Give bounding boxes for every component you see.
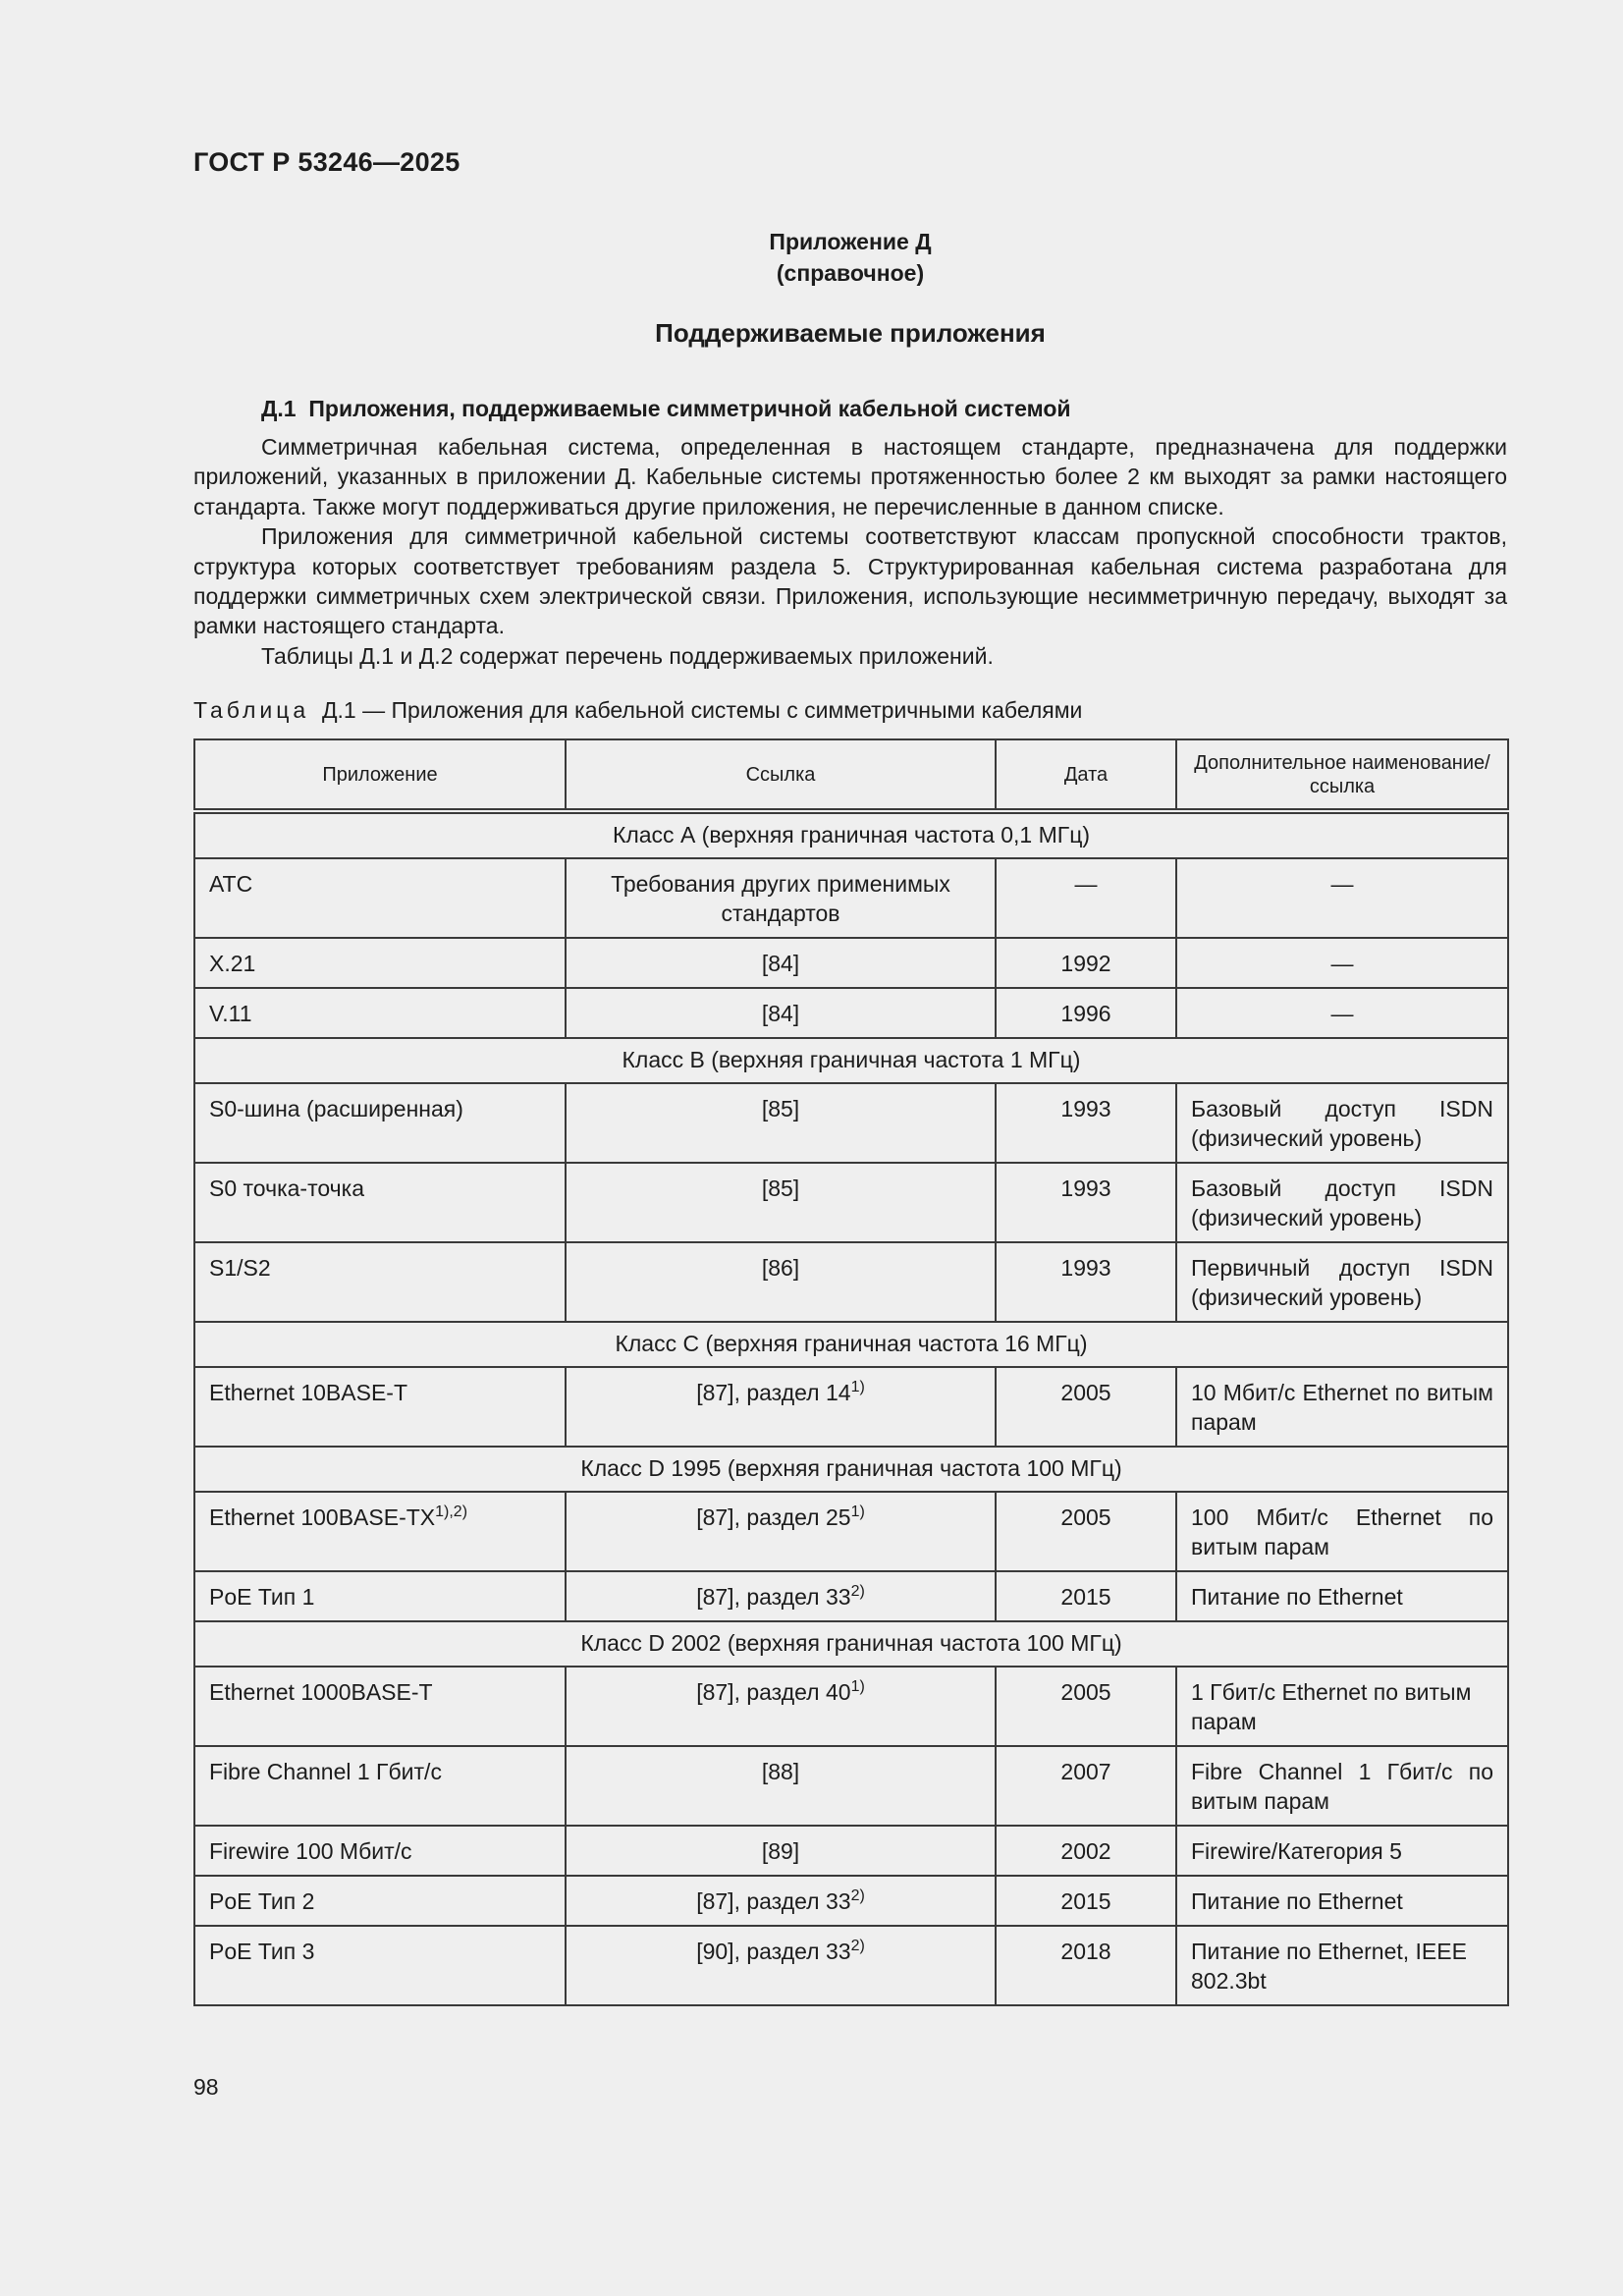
footnote-mark: 1) [850, 1678, 865, 1695]
table-row [194, 1083, 1508, 1163]
cell-date: 1993 [996, 1242, 1176, 1322]
cell-additional: Базовый доступ ISDN (физический уровень) [1176, 1163, 1508, 1242]
cell-reference: [84] [566, 938, 996, 988]
cell-additional: — [1176, 988, 1508, 1038]
cell-additional: 100 Мбит/с Ethernet по витым парам [1176, 1492, 1508, 1571]
cell-additional: Базовый доступ ISDN (физический уровень) [1176, 1083, 1508, 1163]
page-number: 98 [193, 2074, 219, 2100]
cell-application: PoE Тип 1 [194, 1571, 566, 1621]
cell-additional: Первичный доступ ISDN (физический уровень) [1176, 1242, 1508, 1322]
cell-additional: Питание по Ethernet [1176, 1876, 1508, 1926]
reference-text: [87], раздел 33 [696, 1584, 851, 1610]
subsection-title: Приложения, поддерживаемые симметричной кабельной системой [308, 396, 1071, 421]
cell-reference: [85] [566, 1083, 996, 1163]
class-label: Класс В (верхняя граничная частота 1 МГц) [194, 1038, 1508, 1083]
cell-reference [566, 1571, 996, 1621]
table-row [194, 1492, 1508, 1571]
body-text [193, 432, 1507, 671]
reference-text: [87], раздел 33 [696, 1888, 851, 1914]
table-row [194, 1826, 1508, 1876]
cell-application: Fibre Channel 1 Гбит/с [194, 1746, 566, 1826]
cell-reference [566, 1876, 996, 1926]
table-row [194, 1667, 1508, 1746]
cell-additional: 1 Гбит/с Ethernet по витым парам [1176, 1667, 1508, 1746]
class-row [194, 1322, 1508, 1367]
cell-application: X.21 [194, 938, 566, 988]
cell-reference: Требования других применимых стандартов [566, 858, 996, 938]
cell-additional: 10 Мбит/с Ethernet по витым парам [1176, 1367, 1508, 1447]
paragraph: Таблицы Д.1 и Д.2 содержат перечень поддерживаемых приложений. [261, 642, 994, 669]
header-reference: Ссылка [566, 739, 996, 811]
reference-text: [87], раздел 40 [696, 1679, 851, 1705]
header-application: Приложение [194, 739, 566, 811]
table-row [194, 1926, 1508, 2005]
cell-reference [566, 1367, 996, 1447]
cell-application [194, 1492, 566, 1571]
cell-date: 2002 [996, 1826, 1176, 1876]
appendix-type: (справочное) [776, 260, 925, 286]
cell-date: 1993 [996, 1083, 1176, 1163]
table-row [194, 938, 1508, 988]
table-row [194, 1242, 1508, 1322]
appendix-heading [193, 226, 1507, 289]
paragraph: Приложения для симметричной кабельной системы соответствуют классам пропускной способности трактов, структура которых соответствует требованиям раздела 5. Структурированная кабельная система разработана для поддержки симметричных схем электрической связи. Приложения, использующие несимметричную передачу, выходят за рамки настоящего стандарта. [193, 523, 1507, 639]
class-row [194, 1621, 1508, 1667]
class-label: Класс А (верхняя граничная частота 0,1 МГц) [194, 811, 1508, 858]
table-row [194, 858, 1508, 938]
cell-date: 2005 [996, 1367, 1176, 1447]
cell-reference: [86] [566, 1242, 996, 1322]
footnote-mark: 1),2) [435, 1503, 468, 1520]
section-title: Поддерживаемые приложения [655, 318, 1046, 348]
class-label: Класс D 1995 (верхняя граничная частота 100 МГц) [194, 1447, 1508, 1492]
document-code: ГОСТ Р 53246—2025 [193, 147, 460, 177]
table-row [194, 1571, 1508, 1621]
cell-application: Ethernet 10BASE-T [194, 1367, 566, 1447]
cell-date: 2007 [996, 1746, 1176, 1826]
paragraph: Симметричная кабельная система, определенная в настоящем стандарте, предназначена для поддержки приложений, указанных в приложении Д. Кабельные системы протяженностью более 2 км выходят за рамки настоящего стандарта. Также могут поддерживаться другие приложения, не перечисленные в данном списке. [193, 434, 1507, 519]
table-row [194, 1876, 1508, 1926]
cell-date: 2005 [996, 1492, 1176, 1571]
cell-additional: Fibre Channel 1 Гбит/с по витым парам [1176, 1746, 1508, 1826]
footnote-mark: 1) [850, 1379, 865, 1395]
cell-date: 1992 [996, 938, 1176, 988]
table-caption-label: Таблица [193, 697, 310, 723]
table-header-row [194, 739, 1508, 811]
header-date: Дата [996, 739, 1176, 811]
cell-application: Ethernet 1000BASE-T [194, 1667, 566, 1746]
cell-date: 1993 [996, 1163, 1176, 1242]
cell-date: — [996, 858, 1176, 938]
cell-additional: Питание по Ethernet [1176, 1571, 1508, 1621]
table-row [194, 1746, 1508, 1826]
cell-application: PoE Тип 3 [194, 1926, 566, 2005]
cell-application: АТС [194, 858, 566, 938]
application-text: Ethernet 100BASE-TX [209, 1504, 436, 1530]
cell-reference: [84] [566, 988, 996, 1038]
subsection-number: Д.1 [261, 396, 297, 421]
cell-reference [566, 1926, 996, 2005]
cell-application: S0 точка-точка [194, 1163, 566, 1242]
class-label: Класс С (верхняя граничная частота 16 МГц) [194, 1322, 1508, 1367]
cell-additional: Firewire/Категория 5 [1176, 1826, 1508, 1876]
table-row [194, 988, 1508, 1038]
cell-date: 2005 [996, 1667, 1176, 1746]
cell-application: PoE Тип 2 [194, 1876, 566, 1926]
cell-date: 1996 [996, 988, 1176, 1038]
cell-reference [566, 1492, 996, 1571]
cell-application: V.11 [194, 988, 566, 1038]
cell-additional: — [1176, 938, 1508, 988]
class-row [194, 1038, 1508, 1083]
class-row [194, 811, 1508, 858]
cell-additional: — [1176, 858, 1508, 938]
table-caption-text: Д.1 — Приложения для кабельной системы с симметричными кабелями [321, 697, 1083, 723]
cell-date: 2018 [996, 1926, 1176, 2005]
table-row [194, 1163, 1508, 1242]
subsection-heading [261, 396, 1071, 422]
cell-application: S0-шина (расширенная) [194, 1083, 566, 1163]
cell-reference: [88] [566, 1746, 996, 1826]
appendix-title: Приложение Д [769, 229, 932, 254]
footnote-mark: 2) [850, 1887, 865, 1904]
reference-text: [87], раздел 14 [696, 1380, 851, 1405]
class-row [194, 1447, 1508, 1492]
reference-text: [90], раздел 33 [696, 1939, 851, 1964]
reference-text: [87], раздел 25 [696, 1504, 851, 1530]
applications-table [193, 738, 1509, 2006]
table-caption [193, 697, 1082, 724]
class-label: Класс D 2002 (верхняя граничная частота 100 МГц) [194, 1621, 1508, 1667]
cell-application: S1/S2 [194, 1242, 566, 1322]
footnote-mark: 1) [850, 1503, 865, 1520]
cell-application: Firewire 100 Мбит/с [194, 1826, 566, 1876]
cell-reference: [85] [566, 1163, 996, 1242]
table-row [194, 1367, 1508, 1447]
cell-date: 2015 [996, 1571, 1176, 1621]
cell-reference: [89] [566, 1826, 996, 1876]
cell-reference [566, 1667, 996, 1746]
cell-additional: Питание по Ethernet, IEEE 802.3bt [1176, 1926, 1508, 2005]
cell-date: 2015 [996, 1876, 1176, 1926]
header-additional: Дополнительное наименование/ссылка [1176, 739, 1508, 811]
footnote-mark: 2) [850, 1938, 865, 1954]
footnote-mark: 2) [850, 1583, 865, 1600]
